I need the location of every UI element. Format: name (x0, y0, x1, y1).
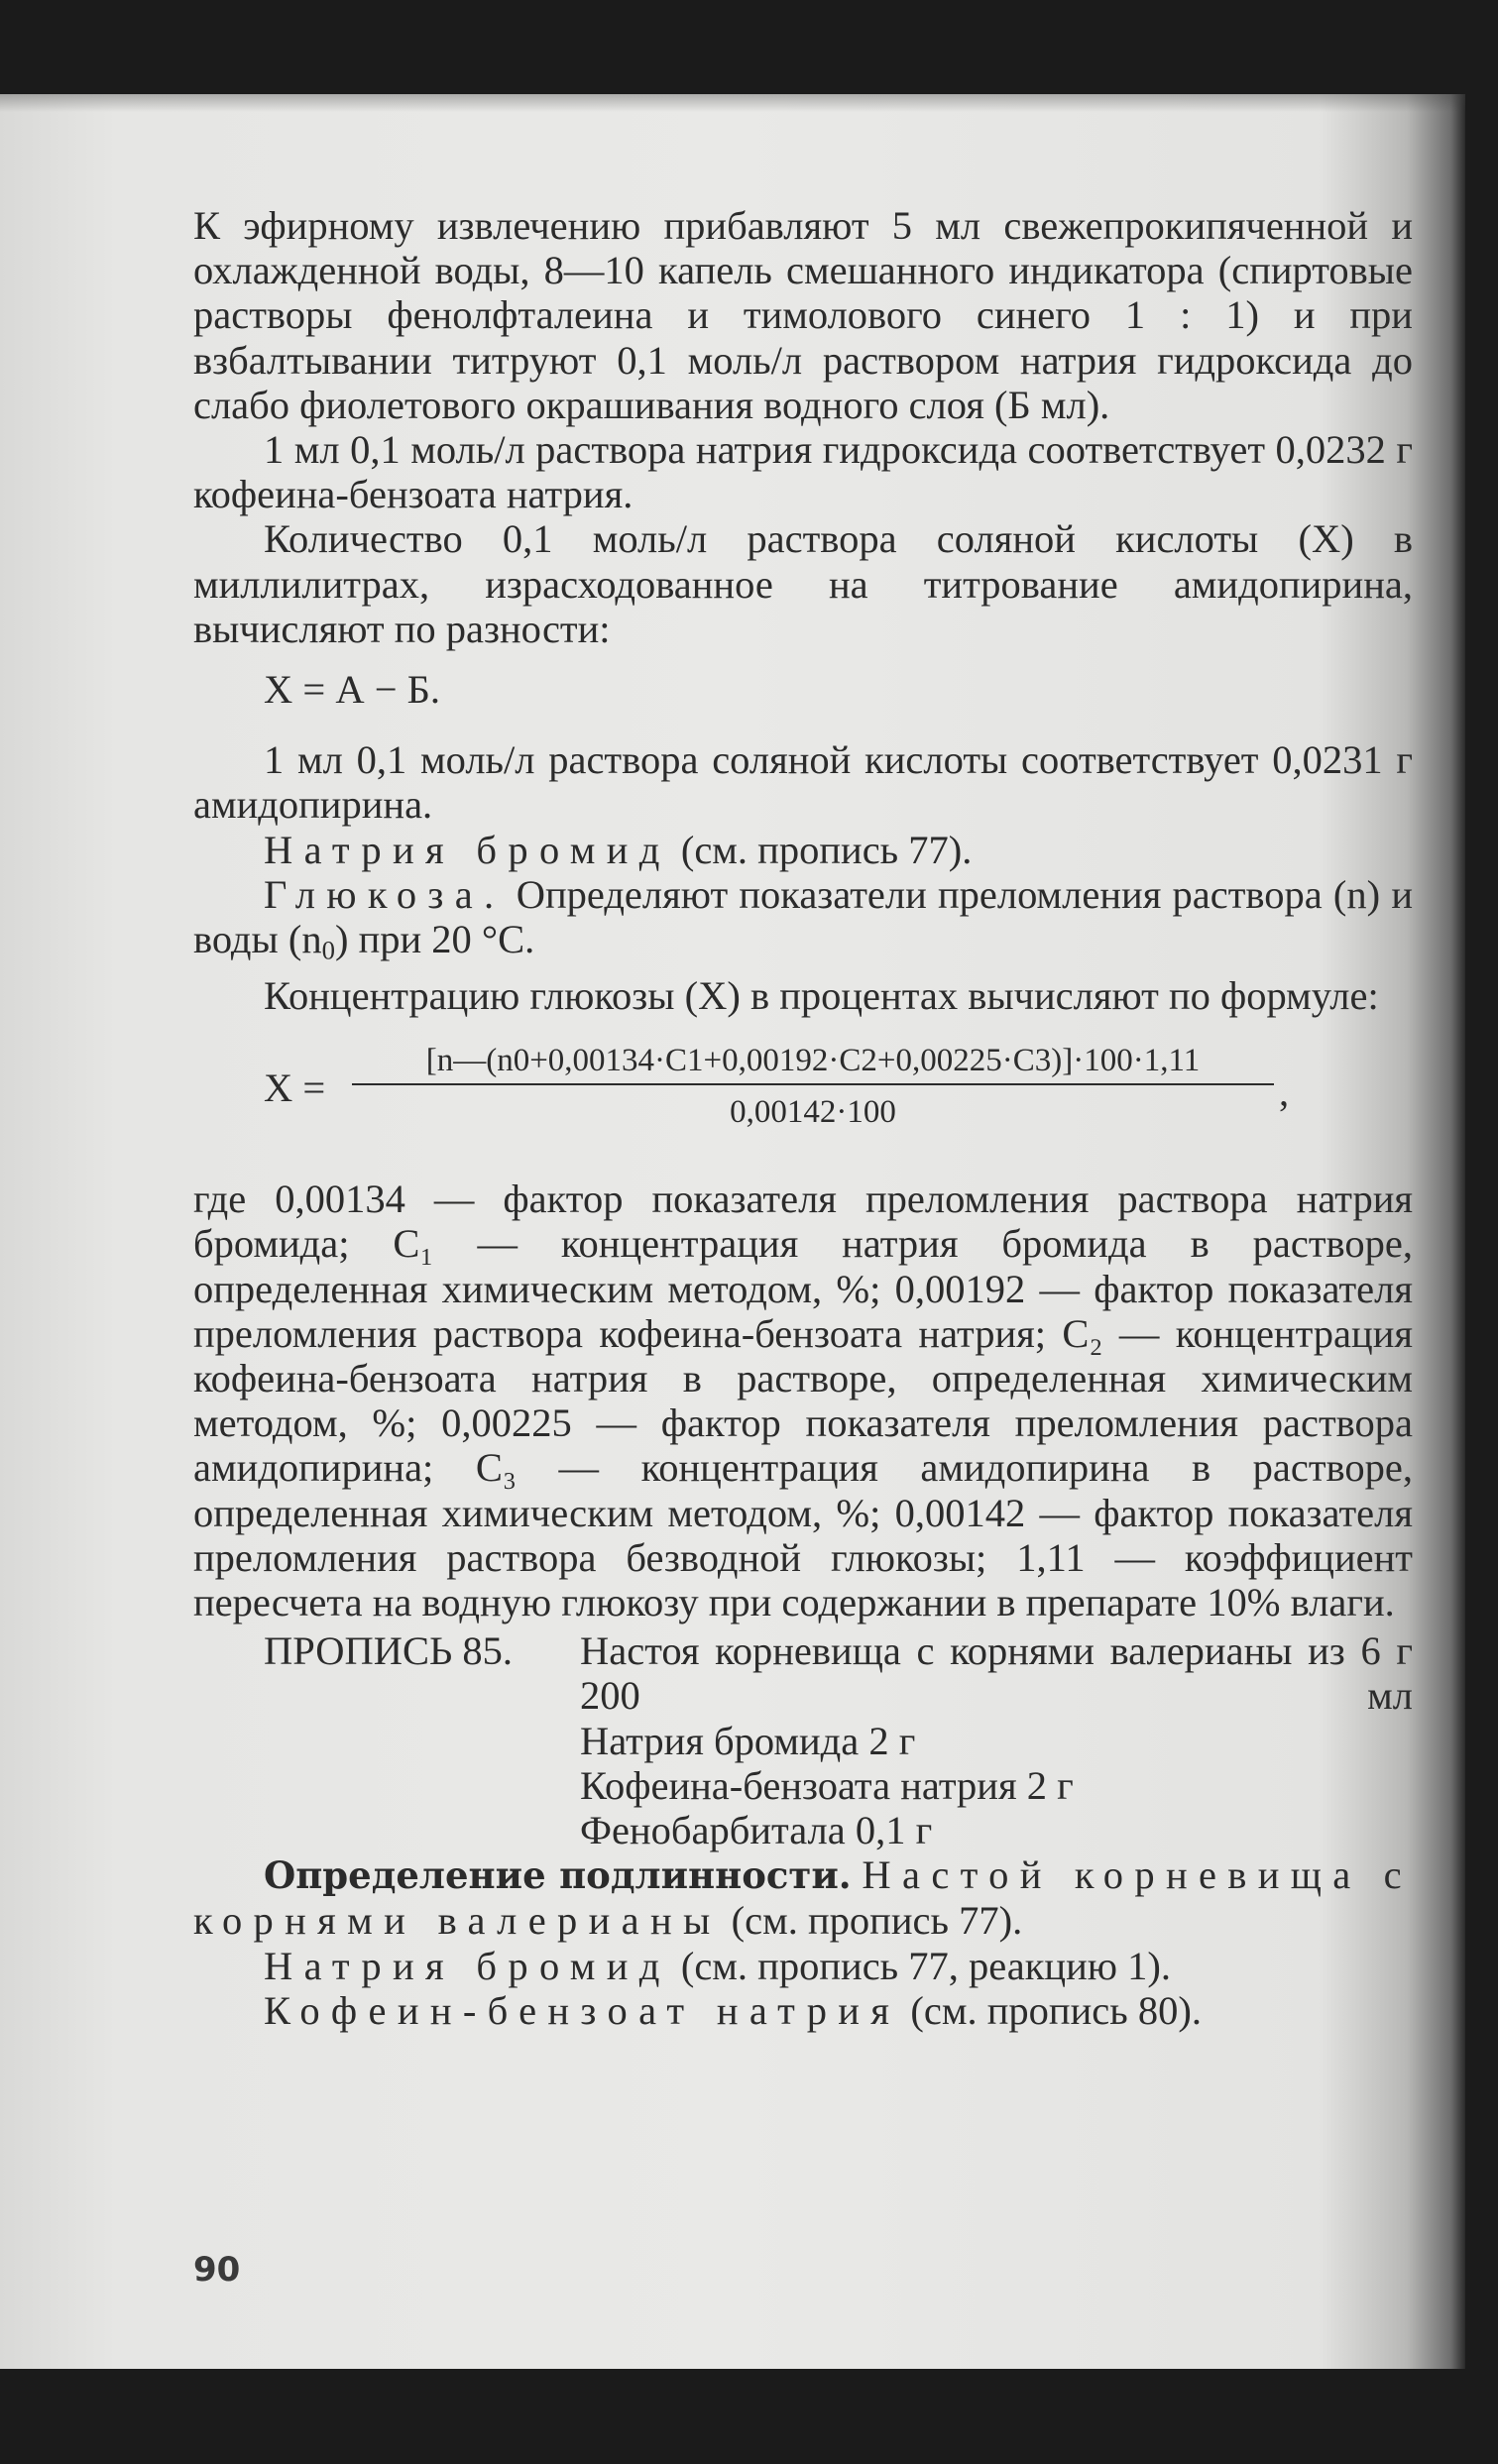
sodium-bromide-ref: (см. пропись 77). (670, 827, 973, 872)
recipe-item-bromide: Натрия бромида 2 г (580, 1718, 916, 1763)
formula-comma: , (1279, 1069, 1290, 1115)
formula-denominator: 0,00142·100 (730, 1094, 896, 1131)
recipe-heading: ПРОПИСЬ 85. (264, 1628, 514, 1674)
paragraph-auth-caffeine (193, 1988, 1413, 2033)
recipe-items (580, 1628, 1413, 1852)
page-number: 90 (193, 2250, 241, 2290)
auth-caffeine-ref: (см. пропись 80). (900, 1987, 1202, 2033)
recipe-item-caffeine: Кофеина-бензоата натрия 2 г (580, 1762, 1074, 1808)
glucose-text-a: Определяют показатели преломления раствора (n) и воды (n (193, 871, 1413, 962)
recipe-item-valerian: Настоя корневища с корнями валерианы из 6 г 200 мл (580, 1628, 1413, 1719)
paragraph-concentration: Концентрацию глюкозы (X) в процентах вычисляют по формуле: (264, 972, 1379, 1018)
formula-fraction (352, 1040, 1274, 1133)
recipe-85 (193, 1628, 1413, 1852)
paragraph-naoh-equivalent: 1 мл 0,1 моль/л раствора натрия гидроксида соответствует 0,0232 г кофеина-бензоата натрия. (193, 427, 1413, 517)
paragraph-amidopyrine-equivalent: 1 мл 0,1 моль/л раствора соляной кислоты соответствует 0,0231 г амидопирина. (193, 737, 1413, 828)
glucose-subscript: 0 (321, 935, 335, 965)
auth-caffeine-heading: Кофеин-бензоат натрия (264, 1987, 901, 2033)
paragraph-hcl-quantity: Количество 0,1 моль/л раствора соляной кислоты (X) в миллилитрах, израсходованное на титрование амидопирина, вычисляют по разности: (193, 516, 1413, 651)
infusion-ref: (см. пропись 77). (721, 1898, 1023, 1944)
glucose-text-b: ) при 20 °С. (334, 917, 535, 962)
auth-bromide-ref: (см. пропись 77, реакцию 1). (670, 1943, 1171, 1988)
auth-bromide-heading: Натрия бромид (264, 1943, 671, 1988)
paragraph-sodium-bromide (193, 828, 1413, 872)
paragraph-authenticity (193, 1852, 1413, 1943)
glucose-heading: Глюкоза. (264, 871, 506, 917)
formula-glucose (193, 1040, 1413, 1147)
sodium-bromide-heading: Натрия бромид (264, 827, 671, 872)
paragraph-auth-bromide (193, 1944, 1413, 1988)
formula-lhs: X = (264, 1065, 326, 1111)
authenticity-label: Определение подлинности. (264, 1853, 852, 1898)
page-text (193, 203, 1413, 2033)
paragraph-ether-extract: К эфирному извлечению прибавляют 5 мл свежепрокипяченной и охлажденной воды, 8—10 капель смешанного индикатора (спиртовые растворы фенолфталеина и тимолового синего 1 : 1) и при взбалтывании титруют 0,1 моль/л раствором натрия гидроксида до слабо фиолетового окрашивания водного слоя (Б мл). (193, 203, 1413, 427)
paragraph-glucose (193, 872, 1413, 973)
infusion-heading: Настой корневища с корнями валерианы (193, 1852, 1413, 1944)
page-top-shadow (0, 94, 1465, 112)
formula-difference: X = А − Б. (264, 667, 441, 713)
fraction-bar (352, 1083, 1274, 1085)
recipe-item-phenobarbital: Фенобарбитала 0,1 г (580, 1807, 933, 1852)
formula-numerator: [n—(n0+0,00134·C1+0,00192·C2+0,00225·C3)]·100·1,11 (425, 1043, 1201, 1079)
paragraph-explanation: где 0,00134 — фактор показателя преломления раствора натрия бромида; C₁ — концентрация натрия бромида в растворе, определенная химическим методом, %; 0,00192 — фактор показателя преломления раствора кофеина-бензоата натрия; C₂ — концентрация кофеина-бензоата натрия в растворе, определенная химическим методом, %; 0,00225 — фактор показателя преломления раствора амидопирина; C₃ — концентрация амидопирина в растворе, определенная химическим методом, %; 0,00142 — фактор показателя преломления раствора безводной глюкозы; 1,11 — коэффициент пересчета на водную глюкозу при содержании в препарате 10% влаги. (193, 1176, 1413, 1624)
